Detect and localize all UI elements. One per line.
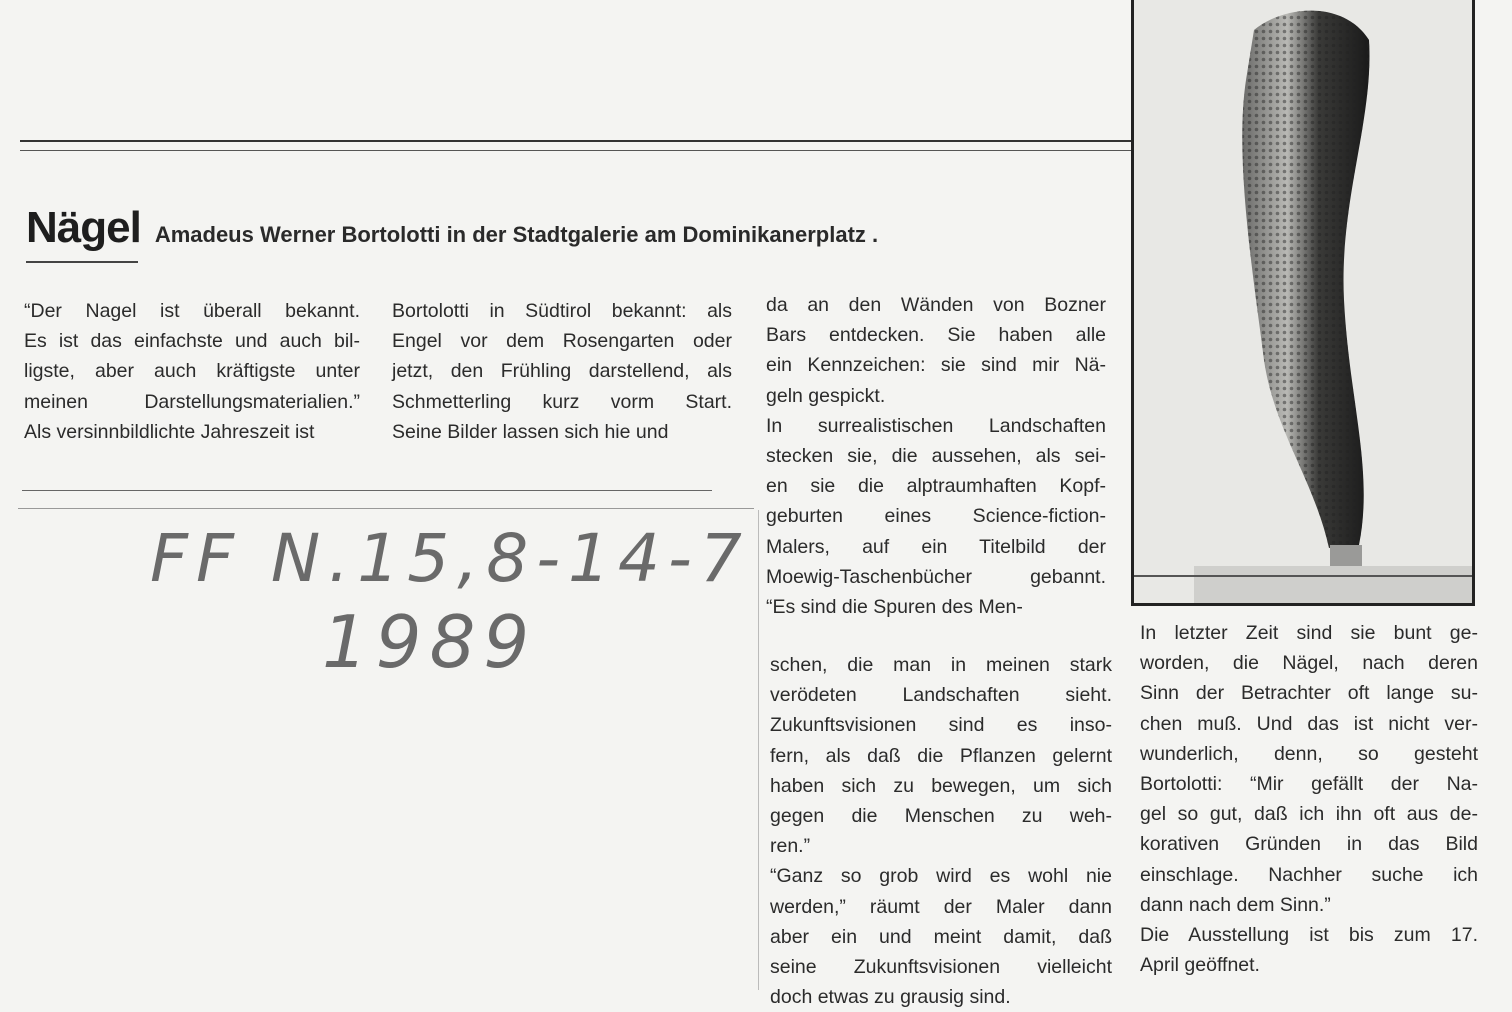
headline (26, 203, 878, 253)
column-4-line: dann nach dem Sinn.” (1140, 893, 1331, 916)
article-subtitle: Amadeus Werner Bortolotti in der Stadtgalerie am Dominikanerplatz . (154, 222, 879, 247)
text-column-2 (392, 296, 732, 447)
column-3-line: In surrealistischen Landschaften (766, 414, 1106, 437)
column-3b-line: verödeten Landschaften sieht. (770, 684, 1112, 707)
sculpture-photo (1131, 0, 1475, 606)
column-3b-line: aber ein und meint damit, daß (770, 925, 1112, 948)
column-3-line: Bars entdecken. Sie haben alle (766, 324, 1106, 347)
column-4-line: Die Ausstellung ist bis zum 17. (1140, 924, 1478, 947)
text-column-3-bottom (770, 650, 1112, 1012)
column-3-line: en sie die alptraumhaften Kopf- (766, 475, 1106, 498)
article-title: Nägel (26, 203, 141, 252)
text-column-1 (24, 296, 360, 447)
text-column-3-top (766, 290, 1106, 622)
column-3-line: stecken sie, die aussehen, als sei- (766, 445, 1106, 468)
title-underline (26, 261, 138, 263)
column-4-line: chen muß. Und das ist nicht ver- (1140, 712, 1478, 735)
column-4-line: einschlage. Nachher suche ich (1140, 863, 1478, 886)
handwritten-reference: FF N.15,8-14-7 (150, 520, 750, 597)
nail-sculpture-photo (1134, 0, 1472, 603)
column-2-line: Schmetterling kurz vorm Start. (392, 390, 732, 413)
column-2-line: Engel vor dem Rosengarten oder (392, 330, 732, 353)
column-3b-line: haben sich zu bewegen, um sich (770, 774, 1112, 797)
column-2-line: Seine Bilder lassen sich hie und (392, 420, 669, 443)
column-3-line: Moewig-Taschenbücher gebannt. (766, 565, 1106, 588)
column-3b-line: “Ganz so grob wird es wohl nie (770, 865, 1112, 888)
column-1-line: Als versinnbildlichte Jahreszeit ist (24, 420, 315, 443)
column-3-line: Malers, auf ein Titelbild der (766, 535, 1106, 558)
column-4-line: wunderlich, denn, so gesteht (1140, 742, 1478, 765)
column-3b-line: doch etwas zu grausig sind. (770, 986, 1011, 1009)
column-3-line: ein Kennzeichen: sie sind mir Nä- (766, 354, 1106, 377)
text-column-4 (1140, 618, 1478, 980)
column-1-line: ligste, aber auch kräftigste unter (24, 360, 360, 383)
top-rule-thin (20, 150, 1131, 151)
column-3b-line: fern, als daß die Pflanzen gelernt (770, 744, 1112, 767)
column-1-line: “Der Nagel ist überall bekannt. (24, 300, 360, 322)
column-2-line: Bortolotti in Südtirol bekannt: als (392, 300, 732, 322)
column-3b-line: Zukunftsvisionen sind es inso- (770, 714, 1112, 737)
column-4-line: Bortolotti: “Mir gefällt der Na- (1140, 773, 1478, 796)
column-3b-line: schen, die man in meinen stark (770, 654, 1112, 676)
column-3b-line: seine Zukunftsvisionen vielleicht (770, 956, 1112, 979)
column-3-line: geburten eines Science-fiction- (766, 505, 1106, 528)
column-4-line: gel so gut, daß ich ihn oft aus de- (1140, 803, 1478, 826)
column-4-line: Sinn der Betrachter oft lange su- (1140, 682, 1478, 705)
column-4-line: worden, die Nägel, nach deren (1140, 652, 1478, 675)
column-1-line: meinen Darstellungsmaterialien.” (24, 390, 360, 413)
column-cut-edge (18, 508, 754, 509)
top-rule (20, 140, 1131, 142)
handwritten-year: 1989 (322, 600, 538, 684)
column-3b-line: ren.” (770, 835, 811, 858)
column-3-line: da an den Wänden von Bozner (766, 294, 1106, 316)
column-4-line: korativen Gründen in das Bild (1140, 833, 1478, 856)
column-3b-line: gegen die Menschen zu weh- (770, 805, 1112, 828)
column-cut-vertical (758, 510, 759, 990)
column-4-line: In letzter Zeit sind sie bunt ge- (1140, 622, 1478, 644)
column-3-line: “Es sind die Spuren des Men- (766, 596, 1023, 619)
column-3-line: geln gespickt. (766, 384, 886, 407)
column-1-line: Es ist das einfachste und auch bil- (24, 330, 360, 353)
column-4-line: April geöffnet. (1140, 954, 1260, 977)
column-bottom-rule (22, 490, 712, 491)
column-2-line: jetzt, den Frühling darstellend, als (392, 360, 732, 383)
column-3b-line: werden,” räumt der Maler dann (770, 895, 1112, 918)
